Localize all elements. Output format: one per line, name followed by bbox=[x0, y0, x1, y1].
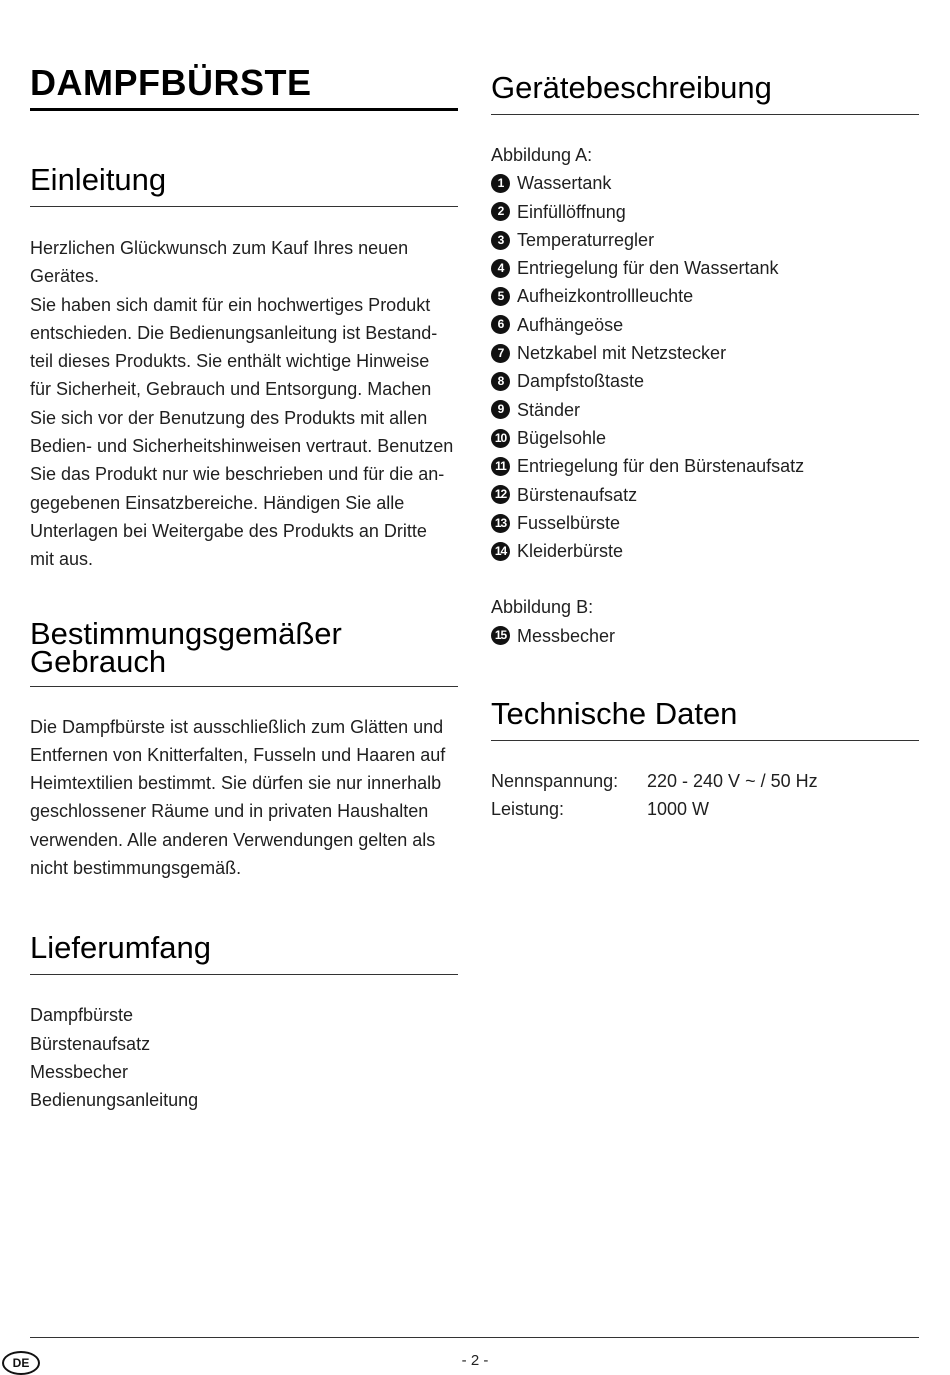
lieferumfang-item: Bedienungsanleitung bbox=[30, 1090, 199, 1111]
number-badge-icon: 3 bbox=[491, 231, 510, 250]
gebrauch-line: Entfernen von Knitterfalten, Fusseln und Haaren auf bbox=[30, 744, 446, 765]
einleitung-line: Gerätes. bbox=[30, 266, 100, 287]
lieferumfang-list bbox=[30, 1001, 458, 1114]
part-label: Einfüllöffnung bbox=[517, 201, 626, 222]
gebrauch-line: verwenden. Alle anderen Verwendungen gelten als bbox=[30, 829, 436, 850]
spec-value: 220 - 240 V ~ / 50 Hz bbox=[647, 771, 818, 792]
list-item bbox=[491, 452, 919, 480]
number-badge-icon: 4 bbox=[491, 259, 510, 278]
einleitung-line: entschieden. Die Bedienungsanleitung ist Bestand- bbox=[30, 322, 438, 343]
part-label: Dampfstoßtaste bbox=[517, 371, 645, 392]
number-badge-icon: 15 bbox=[491, 626, 510, 645]
number-badge-icon: 11 bbox=[491, 457, 510, 476]
einleitung-line: gegebenen Einsatzbereiche. Händigen Sie alle bbox=[30, 492, 405, 513]
part-label: Messbecher bbox=[517, 625, 616, 646]
figure-b-label: Abbildung B: bbox=[491, 597, 594, 618]
number-badge-icon: 1 bbox=[491, 174, 510, 193]
gebrauch-text bbox=[30, 713, 458, 883]
einleitung-text bbox=[30, 234, 458, 574]
spec-table bbox=[491, 767, 919, 824]
einleitung-line: Herzlichen Glückwunsch zum Kauf Ihres neuen bbox=[30, 238, 409, 258]
einleitung-line: mit aus. bbox=[30, 549, 94, 570]
part-label: Entriegelung für den Wassertank bbox=[517, 258, 779, 279]
language-badge: DE bbox=[2, 1351, 40, 1375]
einleitung-line: Sie sich vor der Benutzung des Produkts mit allen bbox=[30, 407, 428, 428]
heading-gebrauch-line1: Bestimmungsgemäßer bbox=[30, 615, 342, 651]
list-item bbox=[491, 339, 919, 367]
spec-row bbox=[491, 795, 919, 823]
heading-technische-daten: Technische Daten bbox=[491, 698, 919, 741]
lieferumfang-item: Dampfbürste bbox=[30, 1005, 134, 1026]
einleitung-line: Bedien- und Sicherheitshinweisen vertraut. Benutzen bbox=[30, 436, 454, 457]
heading-bestimmungsgemaesser-gebrauch bbox=[30, 615, 458, 687]
part-label: Bügelsohle bbox=[517, 427, 607, 448]
number-badge-icon: 9 bbox=[491, 400, 510, 419]
einleitung-line: für Sicherheit, Gebrauch und Entsorgung. Machen bbox=[30, 379, 432, 400]
footer-divider bbox=[30, 1337, 919, 1338]
list-item bbox=[491, 622, 919, 650]
number-badge-icon: 7 bbox=[491, 344, 510, 363]
list-item bbox=[491, 169, 919, 197]
gebrauch-line: geschlossener Räume und in privaten Haushalten bbox=[30, 801, 429, 822]
right-column bbox=[491, 72, 919, 824]
number-badge-icon: 13 bbox=[491, 514, 510, 533]
gebrauch-line: nicht bestimmungsgemäß. bbox=[30, 858, 242, 879]
gebrauch-line: Die Dampfbürste ist ausschließlich zum Glätten und bbox=[30, 716, 444, 737]
list-item bbox=[491, 509, 919, 537]
part-label: Bürstenaufsatz bbox=[517, 484, 638, 505]
document-title: DAMPFBÜRSTE bbox=[30, 58, 458, 111]
part-label: Kleiderbürste bbox=[517, 541, 624, 562]
lieferumfang-item: Bürstenaufsatz bbox=[30, 1033, 151, 1054]
einleitung-line: Sie das Produkt nur wie beschrieben und für die an- bbox=[30, 464, 445, 485]
list-item bbox=[491, 311, 919, 339]
part-label: Wassertank bbox=[517, 173, 612, 194]
number-badge-icon: 8 bbox=[491, 372, 510, 391]
list-item bbox=[491, 226, 919, 254]
einleitung-line: teil dieses Produkts. Sie enthält wichtige Hinweise bbox=[30, 351, 430, 372]
number-badge-icon: 5 bbox=[491, 287, 510, 306]
part-label: Netzkabel mit Netzstecker bbox=[517, 343, 727, 364]
figure-a-label: Abbildung A: bbox=[491, 145, 593, 165]
heading-einleitung: Einleitung bbox=[30, 164, 458, 207]
spec-label: Leistung: bbox=[491, 799, 565, 820]
part-label: Entriegelung für den Bürstenaufsatz bbox=[517, 456, 805, 477]
number-badge-icon: 12 bbox=[491, 485, 510, 504]
heading-gebrauch-line2: Gebrauch bbox=[30, 643, 167, 679]
part-label: Ständer bbox=[517, 399, 581, 420]
left-column bbox=[30, 58, 458, 1115]
spec-row bbox=[491, 767, 919, 795]
list-item bbox=[491, 424, 919, 452]
list-item bbox=[491, 282, 919, 310]
list-item bbox=[491, 367, 919, 395]
heading-lieferumfang: Lieferumfang bbox=[30, 932, 458, 975]
spec-value: 1000 W bbox=[647, 799, 710, 820]
part-label: Aufheizkontrollleuchte bbox=[517, 286, 694, 307]
number-badge-icon: 10 bbox=[491, 429, 510, 448]
number-badge-icon: 14 bbox=[491, 542, 510, 561]
page-number: - 2 - bbox=[461, 1352, 489, 1369]
einleitung-line: Sie haben sich damit für ein hochwertiges Produkt bbox=[30, 294, 431, 315]
part-label: Aufhängeöse bbox=[517, 314, 624, 335]
heading-geraetebeschreibung: Gerätebeschreibung bbox=[491, 72, 919, 115]
parts-list bbox=[491, 141, 919, 650]
part-label: Fusselbürste bbox=[517, 512, 621, 533]
list-item bbox=[491, 481, 919, 509]
spec-label: Nennspannung: bbox=[491, 771, 619, 792]
einleitung-line: Unterlagen bei Weitergabe des Produkts an Dritte bbox=[30, 520, 427, 541]
list-item bbox=[491, 537, 919, 565]
number-badge-icon: 6 bbox=[491, 315, 510, 334]
list-item bbox=[491, 254, 919, 282]
part-label: Temperaturregler bbox=[517, 229, 655, 250]
gebrauch-line: Heimtextilien bestimmt. Sie dürfen sie nur innerhalb bbox=[30, 773, 442, 794]
list-item bbox=[491, 198, 919, 226]
list-item bbox=[491, 396, 919, 424]
number-badge-icon: 2 bbox=[491, 202, 510, 221]
lieferumfang-item: Messbecher bbox=[30, 1061, 129, 1082]
